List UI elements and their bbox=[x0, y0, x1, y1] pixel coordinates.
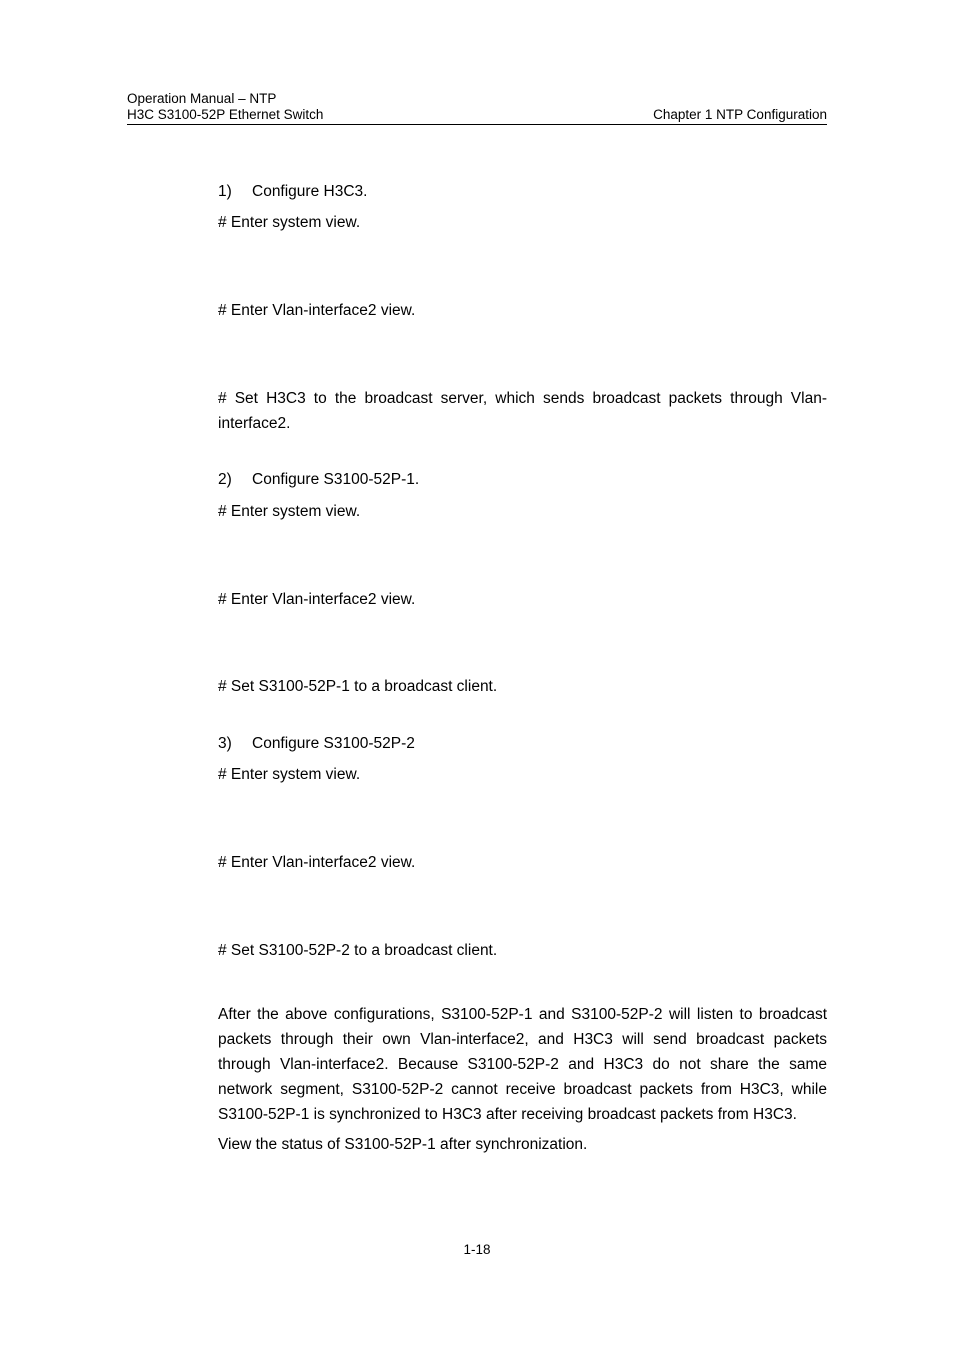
header-manual-title: Operation Manual – NTP bbox=[127, 91, 277, 106]
step-2-text: Configure S3100-52P-1. bbox=[252, 471, 420, 488]
header-product-name: H3C S3100-52P Ethernet Switch bbox=[127, 107, 324, 122]
header-chapter-title: Chapter 1 NTP Configuration bbox=[653, 107, 827, 122]
step-2 bbox=[218, 471, 419, 489]
step-2-broadcast-client-note: # Set S3100-52P-1 to a broadcast client. bbox=[218, 678, 498, 695]
summary-paragraph: After the above configurations, S3100-52P-1 and S3100-52P-2 will listen to broadcast packets through their own Vlan-interface2, and H3C3 will send broadcast packets through Vlan-interface2. Because S3100-52P-2 and H3C3 do not share the same network segment, S3100-52P-2 cannot receive broadcast packets from H3C3, while S3100-52P-1 is synchronized to H3C3 after receiving broadcast packets from H3C3. bbox=[218, 1006, 827, 1123]
step-1-broadcast-server-note: # Set H3C3 to the broadcast server, which sends broadcast packets through Vlan-interface2. bbox=[218, 390, 827, 432]
step-2-number: 2) bbox=[218, 471, 232, 488]
step-1-enter-system-view: # Enter system view. bbox=[218, 214, 361, 231]
step-3 bbox=[218, 735, 415, 753]
step-1 bbox=[218, 183, 367, 201]
step-2-enter-system-view: # Enter system view. bbox=[218, 503, 361, 520]
step-3-enter-system-view: # Enter system view. bbox=[218, 766, 361, 783]
step-1-text: Configure H3C3. bbox=[252, 183, 368, 200]
page-number: 1-18 bbox=[463, 1242, 491, 1257]
step-2-enter-vlan-view: # Enter Vlan-interface2 view. bbox=[218, 591, 416, 608]
step-3-number: 3) bbox=[218, 735, 232, 752]
view-status-note: View the status of S3100-52P-1 after synchronization. bbox=[218, 1136, 588, 1153]
step-3-enter-vlan-view: # Enter Vlan-interface2 view. bbox=[218, 854, 416, 871]
header-divider bbox=[127, 124, 827, 125]
step-3-broadcast-client-note: # Set S3100-52P-2 to a broadcast client. bbox=[218, 942, 498, 959]
step-1-enter-vlan-view: # Enter Vlan-interface2 view. bbox=[218, 302, 416, 319]
step-1-number: 1) bbox=[218, 183, 232, 200]
step-3-text: Configure S3100-52P-2 bbox=[252, 735, 415, 752]
